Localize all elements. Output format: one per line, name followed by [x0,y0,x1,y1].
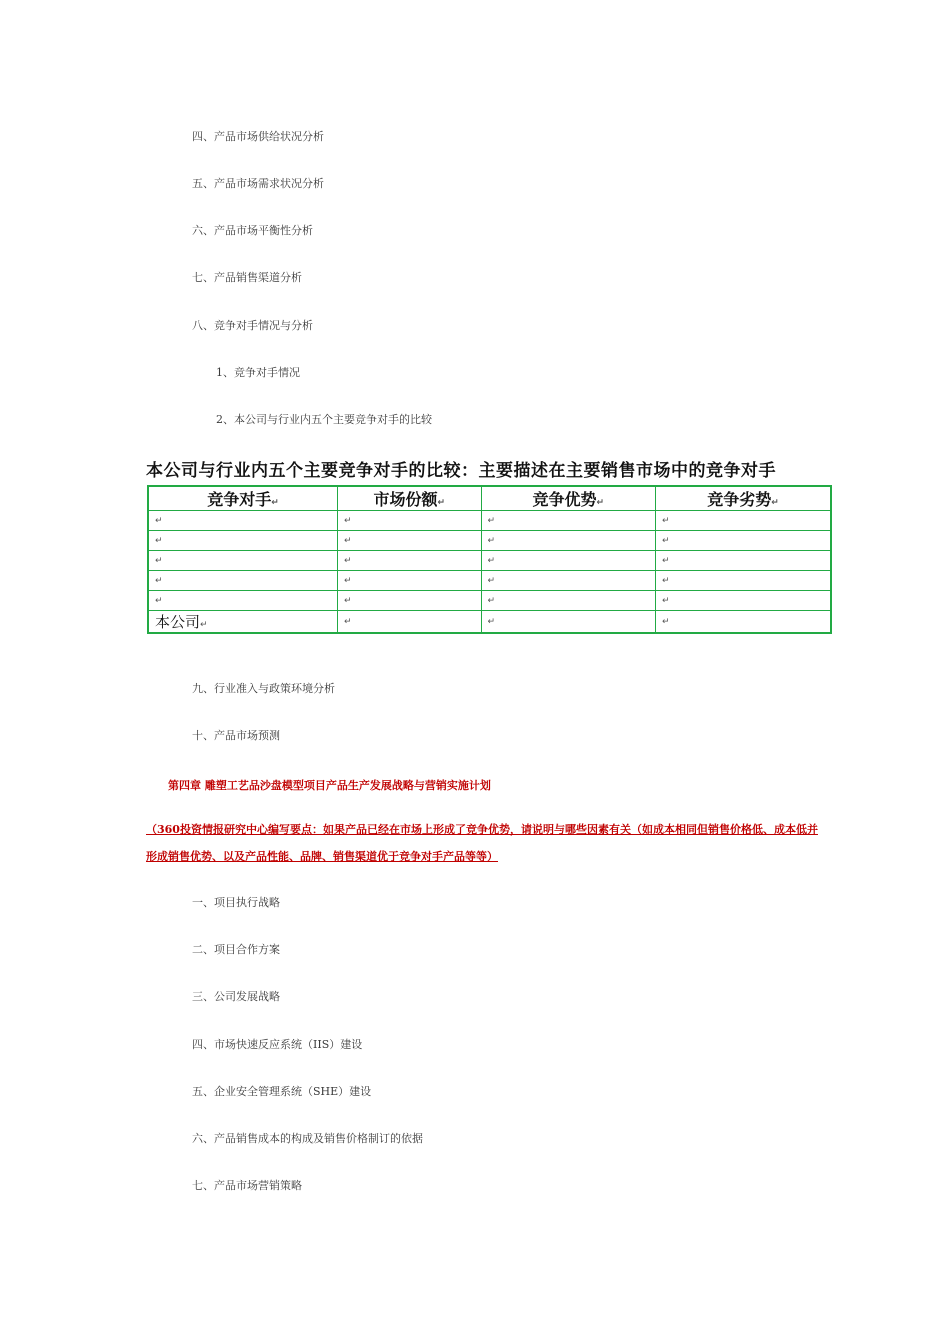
table-cell: ↵ [337,531,481,551]
table-header-row [148,486,831,511]
table-cell: ↵ [337,611,481,634]
table-row [148,611,831,634]
outline-item-iis: 四、市场快速反应系统（IIS）建设 [192,1038,363,1051]
outline-item-development: 三、公司发展战略 [192,990,280,1003]
outline-subitem-comparison: 2、本公司与行业内五个主要竞争对手的比较 [216,413,432,426]
outline-item-she: 五、企业安全管理系统（SHE）建设 [192,1085,372,1098]
table-cell: ↵ [481,531,655,551]
table-cell: ↵ [337,511,481,531]
table-cell: ↵ [481,611,655,634]
table-cell: ↵ [148,591,337,611]
outline-item-marketing: 七、产品市场营销策略 [192,1179,302,1192]
table-row [148,531,831,551]
table-cell: ↵ [655,591,831,611]
table-cell: ↵ [655,611,831,634]
outline-item-supply: 四、产品市场供给状况分析 [192,130,324,143]
table-cell: ↵ [148,551,337,571]
table-cell: ↵ [655,571,831,591]
table-cell: ↵ [655,531,831,551]
comparison-title: 本公司与行业内五个主要竞争对手的比较：主要描述在主要销售市场中的竞争对手 [146,461,776,481]
outline-item-balance: 六、产品市场平衡性分析 [192,224,313,237]
comparison-table [147,485,832,634]
table-cell: ↵ [481,551,655,571]
outline-item-cost: 六、产品销售成本的构成及销售价格制订的依据 [192,1132,423,1145]
table-cell: ↵ [148,571,337,591]
table-cell: ↵ [337,571,481,591]
table-cell: ↵ [337,591,481,611]
table-cell: ↵ [655,551,831,571]
table-row [148,591,831,611]
outline-subitem-competitor-status: 1、竞争对手情况 [216,366,300,379]
table-row [148,571,831,591]
table-row [148,511,831,531]
header-market-share: 市场份额↵ [337,486,481,511]
table-cell: ↵ [148,511,337,531]
table-row [148,551,831,571]
outline-item-cooperation: 二、项目合作方案 [192,943,280,956]
table-cell: ↵ [655,511,831,531]
outline-item-policy: 九、行业准入与政策环境分析 [192,682,335,695]
header-competitor: 竞争对手↵ [148,486,337,511]
header-advantage: 竞争优势↵ [481,486,655,511]
table-cell: ↵ [337,551,481,571]
outline-item-competitors: 八、竞争对手情况与分析 [192,319,313,332]
table-cell-company: 本公司↵ [148,611,337,634]
table-cell: ↵ [481,591,655,611]
outline-item-demand: 五、产品市场需求状况分析 [192,177,324,190]
outline-item-channel: 七、产品销售渠道分析 [192,271,302,284]
header-disadvantage: 竞争劣势↵ [655,486,831,511]
chapter-heading: 第四章 雕塑工艺品沙盘模型项目产品生产发展战略与营销实施计划 [168,779,491,792]
outline-item-execution: 一、项目执行战略 [192,896,280,909]
table-cell: ↵ [481,511,655,531]
outline-item-forecast: 十、产品市场预测 [192,729,280,742]
table-cell: ↵ [148,531,337,551]
table-cell: ↵ [481,571,655,591]
editorial-note: （360投资情报研究中心编写要点：如果产品已经在市场上形成了竞争优势，请说明与哪些因素有关（如成本相同但销售价格低、成本低并形成销售优势、以及产品性能、品牌、销售渠道优于竞争对手产品等等） [146,823,818,863]
